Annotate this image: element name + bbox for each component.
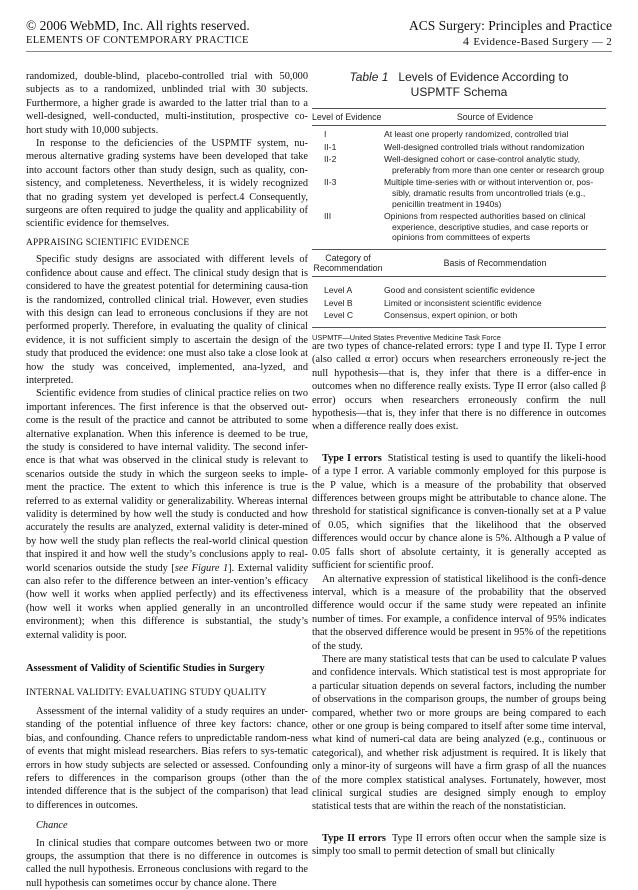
table-row: III Opinions from respected authorities based on clinical experience, descriptive studies, and case reports or opinions from committees of experts [324, 211, 589, 243]
left-column [26, 70, 308, 890]
running-header-left [26, 18, 250, 48]
run-in-heading: Type I errors [322, 452, 382, 464]
paragraph: In clinical studies that compare outcomes between two or more groups, the assumption that there is no difference in outcomes is called the null hypothesis. Erroneous conclusions with regard to the null hypothesis can sometimes occur by chance alone. There [26, 837, 308, 889]
table-footnote: USPMTF—United States Preventive Medicine Task Force [312, 332, 501, 342]
column-header: Source of Evidence [456, 112, 534, 122]
table-header-row [312, 109, 606, 125]
subsection-heading: APPRAISING SCIENTIFIC EVIDENCE [26, 237, 190, 248]
paragraph: Type II errors Type II errors often occur when the sample size is simply too small to permit detection of small but clinically [312, 832, 606, 858]
paragraph: Scientific evidence from studies of clinical practice relies on two important inferences. The first inference is that the observed out-come is the result of the practice and cannot be attributed to some alternative explanation. When this inference is deemed to be true, the study is considered to have internal validity. The second infer-ence is that what was observed in the clinical study is relevant to scenarios outside the study in which the surgeon seeks to imple-ment the practice. The extent to which this inference is true is referred to as external validity or generalizability. Whereas internal validity is determined by how well the study is conducted and how accurately the results are analyzed, external validity is deter-mined by how well the study plan reflects the real-world clinical question that inspired it and how well the study’s conclusions apply to real-world scenarios outside the study [see Figure 1]. External validity can also refer to the difference between an inter-vention’s efficacy (how well it works when applied perfectly) and its effectiveness (how well it works when applied generally in an uncontrolled environment); when this difference is substantial, the study’s external validity is poor. [26, 388, 308, 641]
paragraph: Specific study designs are associated with different levels of confidence about cause and effect. The clinical study design that is considered to have the greatest potential for determining causa-tion is the randomized, controlled clinical trial. However, even studies with this design can lead to erroneous conclusions if they are not performed properly. Therefore, in evaluating the quality of clinical evidence, it is not sufficient simply to ascertain the design of the study that produced the evidence: one must also take a close look at how the study was conceived, implemented, ana-lyzed, and interpreted. [26, 254, 308, 386]
chapter-number: 4 [463, 34, 470, 48]
running-header-right [409, 18, 612, 49]
evidence-levels-table [312, 70, 606, 342]
table-header-row [312, 250, 606, 276]
table-row: Level C Consensus, expert opinion, or both [324, 310, 518, 321]
table-row: Level A Good and consistent scientific evidence [324, 284, 535, 295]
run-in-heading: Type II errors [322, 832, 386, 844]
paragraph: Type I errors Statistical testing is used to quantify the likeli-hood of a type I error. A variable commonly employed for this purpose is the P value, which is a measure of the probability that observed differences between groups might be attributable to chance alone. The threshold for statistical significance is conven-tionally set at a P value of 0.05, which signifies that the likelihood that the observed differences would occur by chance alone is 5%. Although a P value of 0.05 falls short of absolute certainty, it is generally accepted as sufficient for scientific proof. [312, 452, 606, 572]
section-heading: Assessment of Validity of Scientific Studies in Surgery [26, 663, 265, 675]
copyright-notice: © 2006 WebMD, Inc. All rights reserved. [26, 18, 250, 33]
section-name: ELEMENTS OF CONTEMPORARY PRACTICE [26, 35, 249, 46]
table-row: Level B Limited or inconsistent scientific evidence [324, 297, 542, 308]
table-row: I At least one properly randomized, controlled trial [324, 129, 569, 139]
chapter-name: Evidence-Based Surgery — 2 [473, 36, 612, 48]
header-rule [26, 51, 612, 52]
table-number: Table 1 [349, 70, 389, 84]
paragraph: randomized, double-blind, placebo-controlled trial with 50,000 subjects as to a randomized, unblinded trial with 30 subjects. Furthermore, a higher grade is awarded to the latter trial than to a well-designed, well-conducted, multi-institution, prospective co-hort study with 10,000 subjects. [26, 71, 308, 136]
table-title: Table 1 Levels of Evidence According to USPMTF Schema [349, 70, 569, 99]
subsubsection-heading: Chance [36, 820, 68, 832]
table-row: II-1 Well-designed controlled trials without randomization [324, 141, 585, 152]
paragraph: An alternative expression of statistical likelihood is the confi-dence interval, which is a measure of the probability that the observed difference would occur if the same study were repeated an infinite number of times. For example, a confidence interval of 95% indicates that the observed difference would be present in 95% of the repetitions of the study. [312, 573, 606, 652]
paragraph: Assessment of the internal validity of a study requires an under-standing of the potential influence of three key factors: chance, bias, and confounding. Chance refers to unpredictable random-ness of events that might mislead researchers. Bias refers to sys-tematic errors in how study subjects are selected or assessed. Confounding refers to differences in the comparison groups (other than the intended difference that is the subject of the comparison) that lead to differences in outcomes. [26, 705, 308, 811]
right-column [312, 340, 606, 859]
column-header: Level of Evidence [312, 112, 382, 122]
table-body-levels [312, 126, 606, 249]
paragraph: In response to the deficiencies of the USPMTF system, nu-merous alternative grading systems have been developed that take into account factors other than study design, such as quality, con-sistency, and completeness. Nevertheless, it is widely recognized that no grading system yet developed is perfect.4 Consequently, surgeons are often required to judge the quality and applicability of scientific evidence for themselves. [26, 138, 308, 230]
column-header: Category of Recommendation [313, 252, 383, 273]
paragraph: There are many statistical tests that can be used to calculate P values and confidence intervals. Which statistical test is most appropriate for a particular situation depends on several factors, including the number of observations in the comparison groups, the number of groups being compared, whether two or more groups are being compared to each other or one group is being compared to itself after some time interval, what kind of numeri-cal data are being analyzed (e.g., continuous or categorical), and whether risk adjustment is required. It is likely that only a minor-ity of surgeons will have a firm grasp of all the nuances of the more complex statistical analyses. Fortunately, however, most clinical surgical studies are designed simply enough to employ statistical tests that are within the reach of the nonstatistician. [312, 653, 606, 813]
book-title: ACS Surgery: Principles and Practice [409, 18, 612, 33]
chapter-title [409, 34, 612, 49]
subsection-heading: INTERNAL VALIDITY: EVALUATING STUDY QUALITY [26, 688, 267, 699]
paragraph: are two types of chance-related errors: type I and type II. Type I error (also called α error) occurs when researchers erroneously re-ject the null hypothesis—that is, they infer that there is a differ-ence in outcomes when no difference really exists. Type II error (also called β error) occurs when researchers erroneously confirm the null hypothesis—that is, they infer that there is no difference in outcomes when a difference really does exist. [312, 341, 606, 433]
table-row: II-2 Well-designed cohort or case-control analytic study, preferably from more than one center or research group [324, 154, 605, 175]
table-row: II-3 Multiple time-series with or without intervention or, pos- sibly, dramatic results from uncontrolled trials (e.g., penicillin treatment in 1940s) [324, 177, 594, 209]
column-header: Basis of Recommendation [443, 257, 547, 268]
table-body-recommendations [312, 277, 606, 327]
figure-reference: see Figure 1 [174, 562, 229, 574]
